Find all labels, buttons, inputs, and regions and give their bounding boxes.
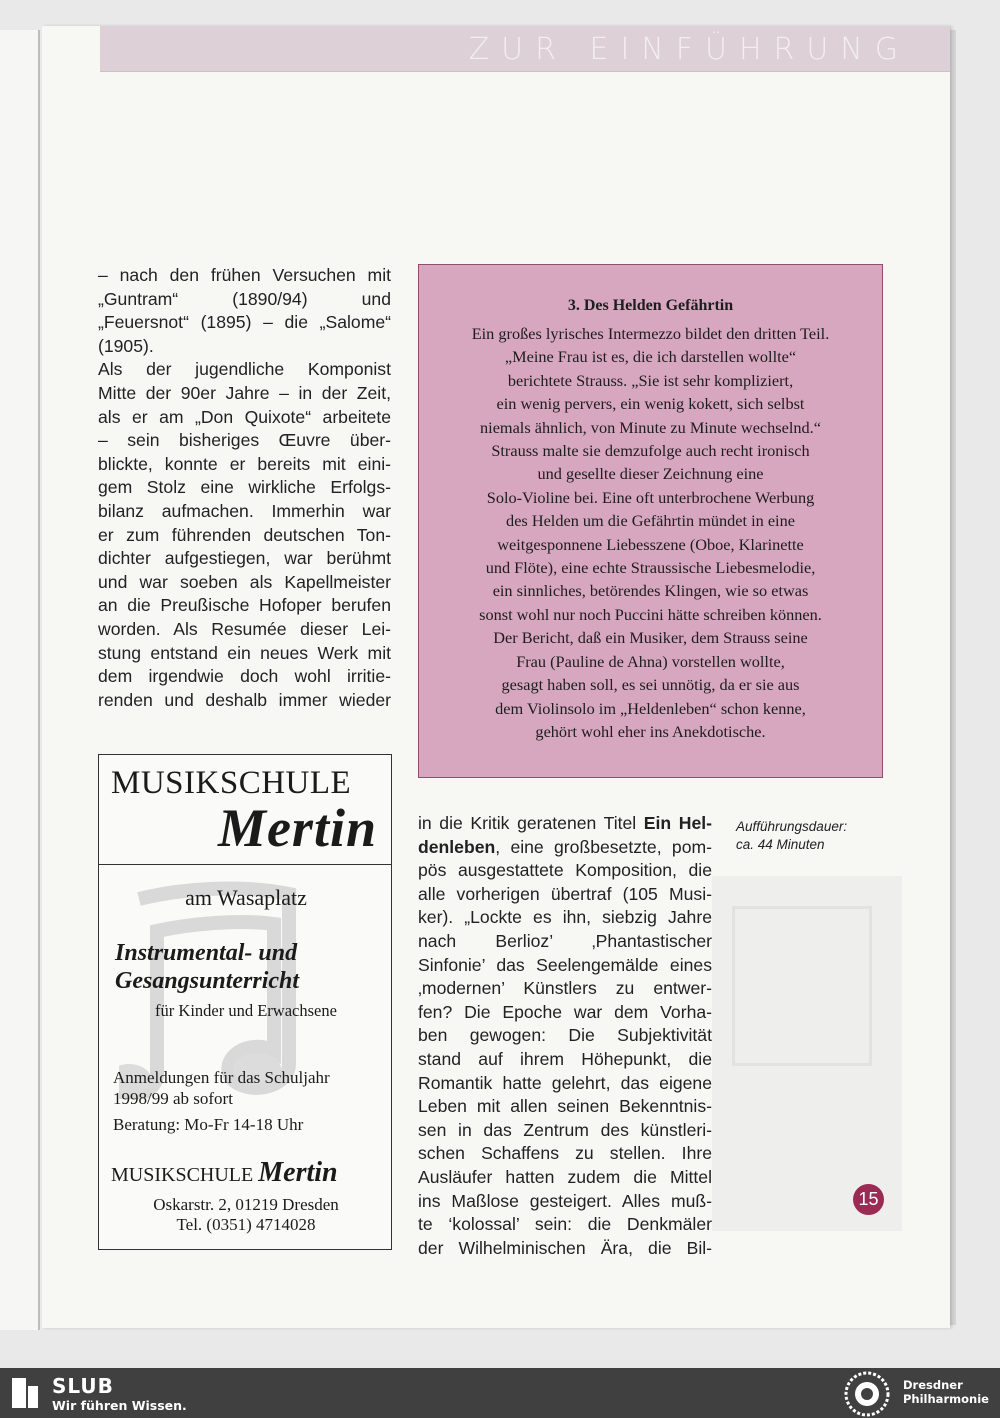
ad-footer-school <box>111 1157 392 1189</box>
text-line: ins Maßlose gesteigert. Alles muß- <box>418 1190 712 1211</box>
text-line: blickte, konnte er bereits mit eini- <box>98 453 391 474</box>
text-line: ben gewogen: Die Subjektivität <box>418 1025 712 1046</box>
info-box-line: sonst wohl nur noch Puccini hätte schreiben können. <box>479 604 822 624</box>
info-box-line: und gesellte dieser Zeichnung eine <box>537 464 764 484</box>
info-box-line: Der Bericht, daß ein Musiker, dem Strauss seine <box>493 628 808 648</box>
text-line: als er am „Don Quixote“ arbeitete <box>98 406 391 427</box>
ad-footer-school-label: MUSIKSCHULE <box>111 1164 254 1186</box>
text-line: schen Schaffens zu stellen. Ihre <box>418 1143 712 1164</box>
ad-address: Oskarstr. 2, 01219 Dresden <box>153 1195 339 1214</box>
info-box-line: ein wenig pervers, ein wenig kokett, sich selbst <box>496 394 805 414</box>
text-line: (1905). <box>98 335 154 356</box>
text-line: Mitte der 90er Jahre – in der Zeit, <box>98 382 391 403</box>
text-line: stand auf ihrem Höhepunkt, die <box>418 1048 712 1069</box>
section-header-band <box>100 26 950 72</box>
page-number-badge: 15 <box>853 1184 884 1215</box>
ad-offer-line: Instrumental- und <box>115 940 298 966</box>
bleed-through-ad <box>712 876 902 1231</box>
text-line: „Feuersnot“ (1895) – die „Salome“ <box>98 312 391 333</box>
ad-offer <box>115 939 385 995</box>
info-box-line: Frau (Pauline de Ahna) vorstellen wollte, <box>516 651 785 671</box>
work-title: denleben <box>418 836 496 857</box>
info-box-line: Strauss malte sie demzufolge auch recht ironisch <box>491 441 810 461</box>
library-tagline: Wir führen Wissen. <box>52 1398 187 1413</box>
info-box-line: dem Violinsolo im „Heldenleben“ schon kenne, <box>495 698 806 718</box>
info-box-line: gesagt haben soll, es sei unnötig, da er sie aus <box>501 675 800 695</box>
facing-page-edge <box>0 30 40 1330</box>
text-line: bilanz aufmachen. Immerhin war <box>98 500 391 521</box>
ad-registration-line: 1998/99 ab sofort <box>113 1089 233 1108</box>
text-fragment: in die Kritik geratenen Titel <box>418 813 644 833</box>
info-box-line: Ein großes lyrisches Intermezzo bildet den dritten Teil. <box>471 324 830 343</box>
info-box-title: 3. Des Helden Gefährtin <box>567 297 734 314</box>
text-line: gem Stolz eine wirkliche Erfolgs- <box>98 477 391 498</box>
text-line: und war soeben als Kapellmeister <box>98 571 391 592</box>
text-line: ker). „Lockte es ihn, siebzig Jahre <box>418 907 712 928</box>
ad-phone: Tel. (0351) 4714028 <box>176 1215 316 1234</box>
bleed-through-shape <box>732 906 872 1066</box>
text-line: te ‘kolossal’ sein: die Denkmäler <box>418 1214 712 1235</box>
text-line: worden. Als Resumée dieser Lei- <box>98 618 391 639</box>
text-line: der Wilhelminischen Ära, die Bil- <box>418 1237 712 1258</box>
movement-info-box <box>418 264 883 778</box>
info-box-line: ein sinnliches, betörendes Klingen, wie so etwas <box>492 581 809 601</box>
ad-school-label: MUSIKSCHULE <box>111 765 352 801</box>
text-fragment: , eine großbesetzte, pom- <box>495 836 712 857</box>
text-line: an die Preußische Hofoper berufen <box>98 595 391 616</box>
info-box-line: berichtete Strauss. „Sie ist sehr kompliziert, <box>507 370 794 390</box>
info-box-line: Solo-Violine bei. Eine oft unterbrochene Werbung <box>486 487 815 507</box>
duration-label: Aufführungsdauer: <box>736 819 848 834</box>
viewer-footer-bar <box>0 1368 1000 1418</box>
slub-logo-icon <box>10 1376 40 1410</box>
info-box-line: gehört wohl eher ins Anekdotische. <box>535 721 766 741</box>
info-box-line: und Flöte), eine echte Straussische Liebesmelodie, <box>485 558 816 578</box>
ad-offer-line: Gesangsunterricht <box>115 968 300 994</box>
text-line: dem irgendwie doch wohl irritie- <box>98 666 391 687</box>
text-line: er zum führenden deutschen Ton- <box>98 524 391 545</box>
text-line: alle vorherigen übertraf (105 Musi- <box>418 883 712 904</box>
text-column-right <box>418 812 712 1260</box>
text-line: stung entstand ein neues Werk mit <box>98 642 391 663</box>
ad-contact <box>99 1195 392 1235</box>
text-line: Leben mit allen seinen Bekenntnis- <box>418 1096 712 1117</box>
text-line: sen in das Zentrum des künstleri- <box>418 1119 712 1140</box>
ad-registration-line: Anmeldungen für das Schuljahr <box>113 1068 330 1087</box>
ad-audience: für Kinder und Erwachsene <box>155 1001 337 1020</box>
text-line: Sinfonie’ das Seelengemälde eines <box>418 954 712 975</box>
ad-registration <box>113 1067 392 1109</box>
text-line: pös ausgestattete Komposition, die <box>418 860 712 881</box>
ad-consulting-hours: Beratung: Mo-Fr 14-18 Uhr <box>113 1115 304 1134</box>
info-box-line: des Helden um die Gefährtin mündet in eine <box>506 511 795 531</box>
text-line: Romantik hatte gelehrt, das eigene <box>418 1072 712 1093</box>
duration-note <box>736 818 847 854</box>
partner-name <box>903 1378 989 1406</box>
work-title: Ein Hel- <box>643 813 713 833</box>
ad-school-name: Mertin <box>217 798 377 858</box>
info-box-line: weitgesponnene Liebesszene (Oboe, Klarinette <box>497 534 804 554</box>
text-line: ‚modernen’ Künstlers zu entwer- <box>418 978 712 999</box>
text-line: „Guntram“ (1890/94) und <box>98 288 391 309</box>
brochure-page <box>42 26 950 1328</box>
partner-name-line: Philharmonie <box>903 1392 989 1406</box>
library-name: SLUB <box>52 1374 114 1398</box>
philharmonie-logo-icon <box>844 1371 890 1417</box>
text-line: fen? Die Epoche war dem Vorha- <box>418 1001 712 1022</box>
partner-name-line: Dresdner <box>903 1378 963 1392</box>
text-line: Ausläufer hatten zudem die Mittel <box>418 1166 712 1187</box>
section-title: ZUR EINFÜHRUNG <box>468 32 910 67</box>
text-line: nach Berlioz’ ‚Phantastischer <box>418 930 712 951</box>
page-edge-shadow <box>950 30 956 1325</box>
music-school-advertisement <box>98 754 392 1250</box>
duration-value: ca. 44 Minuten <box>736 837 825 852</box>
ad-header <box>99 755 391 865</box>
text-line: Als der jugendliche Komponist <box>98 359 391 380</box>
info-box-line: „Meine Frau ist es, die ich darstellen wollte“ <box>504 347 797 367</box>
text-line: dichter aufgestiegen, war berühmt <box>98 548 391 569</box>
info-box-line: niemals ähnlich, von Minute zu Minute wechselnd.“ <box>480 417 821 437</box>
ad-footer-school-name: Mertin <box>258 1157 338 1188</box>
text-line <box>418 812 712 836</box>
text-line <box>418 836 712 860</box>
text-column-left <box>98 264 391 712</box>
text-line: – nach den frühen Versuchen mit <box>98 265 391 285</box>
text-line: – sein bisheriges Œuvre über- <box>98 430 391 451</box>
ad-location: am Wasaplatz <box>185 885 307 910</box>
text-line: renden und deshalb immer wieder <box>98 689 391 710</box>
